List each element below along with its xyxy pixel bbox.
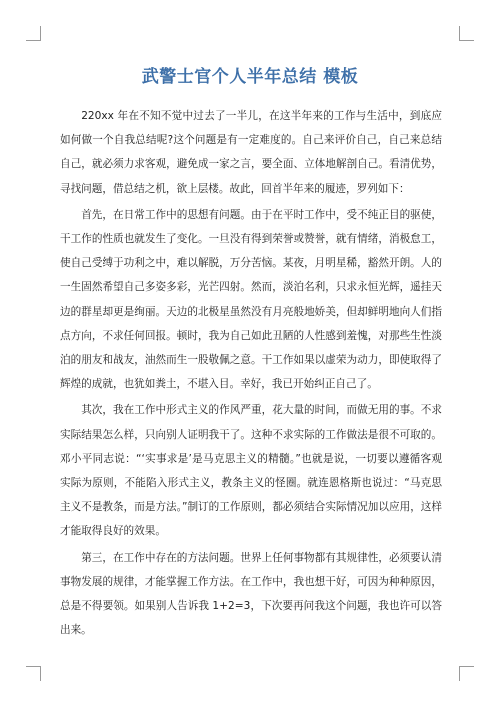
document-title: 武警士官个人半年总结 模板 bbox=[141, 67, 359, 87]
crop-mark-bottom-left bbox=[26, 666, 41, 681]
document-body bbox=[60, 104, 442, 644]
crop-mark-top-right bbox=[459, 26, 474, 41]
paragraph-first-point: 首先，在日常工作中的思想有问题。由于在平时工作中，受不纯正目的驱使，干工作的性质也就发生了变化。一旦没有得到荣誉或赞誉，就有情绪，消极怠工，使自己受缚于功利之中，难以解脱，万分苦恼。某夜，月明星稀，豁然开朗。人的一生固然希望自己多姿多彩，光芒四射。然而，淡泊名利，只求永恒光辉，遥挂天边的群星却更是绚丽。天边的北极星虽然没有月亮般地娇美，但却鲜明地向人们指点方向，不求任何回报。顿时，我为自己如此丑陋的人性感到羞愧，对那些生性淡泊的朋友和战友，油然而生一股敬佩之意。干工作如果以虚荣为动力，即使取得了辉煌的成就，也犹如粪土，不堪入目。幸好，我已开始纠正自己了。 bbox=[60, 208, 442, 391]
paragraph-intro: 220xx 年在不知不觉中过去了一半儿，在这半年来的工作与生活中，到底应如何做一个自我总结呢?这个问题是有一定难度的。自己来评价自己，自己来总结自己，就必须力求客观，避免成一家之言，要全面、立体地解剖自己。看清优势，寻找问题，借总结之机，欲上层楼。故此，回首半年来的履迹，罗列如下： bbox=[60, 110, 442, 195]
paragraph-second-point: 其次，我在工作中形式主义的作风严重，花大量的时间，而做无用的事。不求实际结果怎么样，只向别人证明我干了。这种不求实际的工作做法是很不可取的。邓小平同志说：“‘实事求是’是马克思主义的精髓。”也就是说，一切要以遵循客观实际为原则，不能陷入形式主义，教条主义的怪圈。就连恩格斯也说过：“马克思主义不是教条，而是方法。”制订的工作原则，都必须结合实际情况加以应用，这样才能取得良好的效果。 bbox=[60, 404, 442, 538]
crop-mark-bottom-right bbox=[459, 666, 474, 681]
paragraph-third-point: 第三，在工作中存在的方法问题。世界上任何事物都有其规律性，必须要认清事物发展的规律，才能掌握工作方法。在工作中，我也想干好，可因为种种原因，总是不得要领。如果别人告诉我 1+2=3，下次要再问我这个问题，我也许可以答出来。 bbox=[60, 551, 442, 637]
crop-mark-top-left bbox=[26, 26, 41, 41]
